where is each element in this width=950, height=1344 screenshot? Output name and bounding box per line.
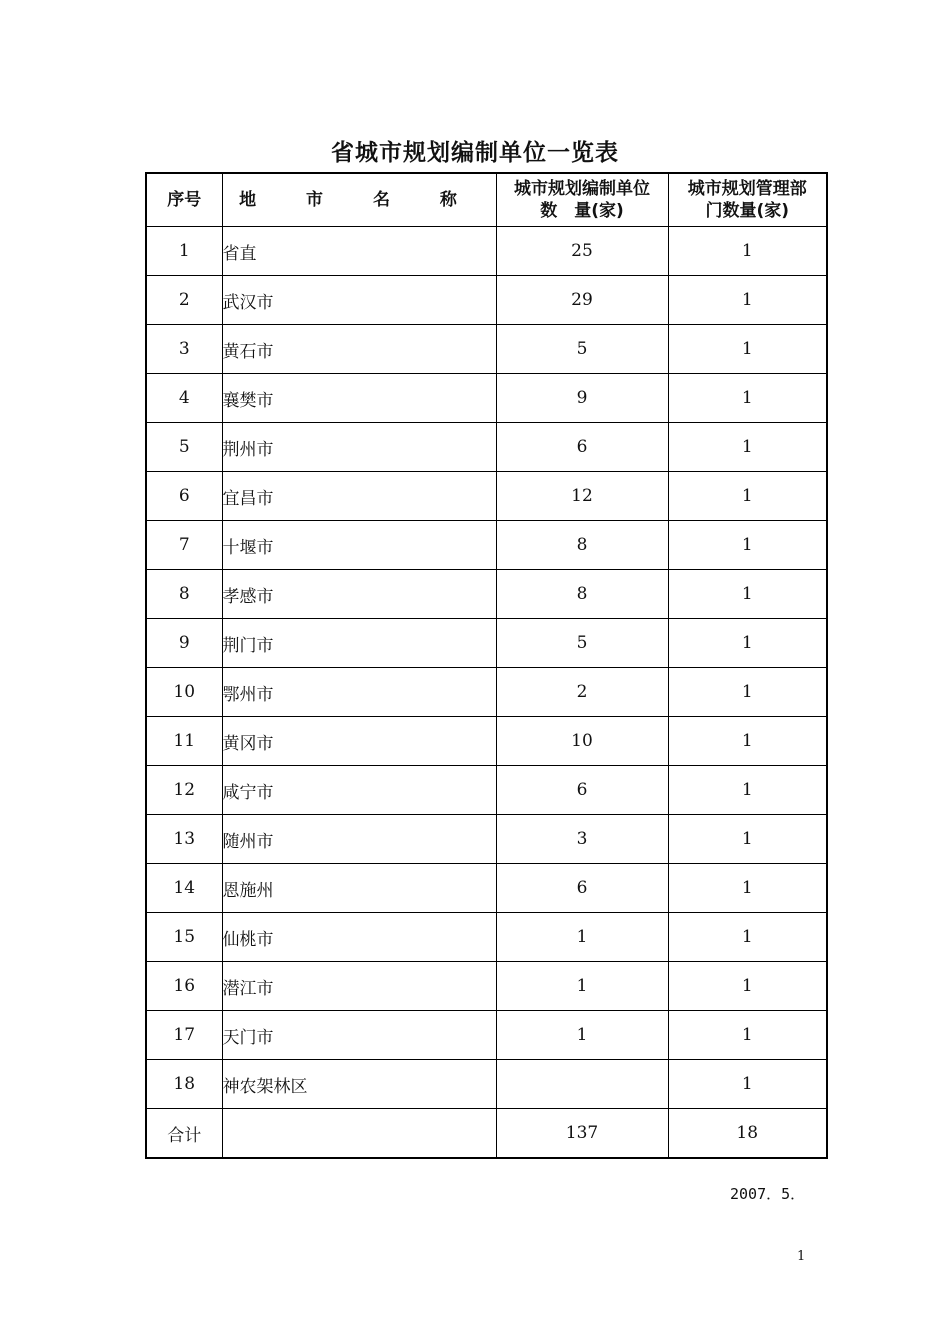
table-row	[146, 276, 827, 325]
row-planning-units: 6	[496, 423, 668, 472]
row-management-depts: 1	[668, 521, 827, 570]
row-seq: 6	[146, 472, 222, 521]
row-city-name: 神农架林区	[222, 1060, 496, 1109]
header-management-depts	[668, 173, 827, 227]
row-city-name: 荆州市	[222, 423, 496, 472]
row-planning-units: 12	[496, 472, 668, 521]
row-planning-units: 8	[496, 570, 668, 619]
page-title: 省城市规划编制单位一览表	[331, 140, 619, 166]
table-row	[146, 227, 827, 276]
row-planning-units: 5	[496, 325, 668, 374]
row-planning-units: 8	[496, 521, 668, 570]
row-city-name: 孝感市	[222, 570, 496, 619]
row-management-depts: 1	[668, 766, 827, 815]
table-row	[146, 717, 827, 766]
header-planning-units-line2: 数 量(家)	[540, 201, 624, 221]
document-date: 2007．5．	[730, 1185, 806, 1203]
row-city-name: 随州市	[222, 815, 496, 864]
row-seq: 4	[146, 374, 222, 423]
table-row	[146, 1011, 827, 1060]
table-row	[146, 619, 827, 668]
row-planning-units: 29	[496, 276, 668, 325]
table-body	[146, 227, 827, 1109]
row-seq: 11	[146, 717, 222, 766]
row-city-name: 襄樊市	[222, 374, 496, 423]
row-management-depts: 1	[668, 570, 827, 619]
row-planning-units: 2	[496, 668, 668, 717]
row-city-name: 天门市	[222, 1011, 496, 1060]
row-city-name: 省直	[222, 227, 496, 276]
row-planning-units	[496, 1060, 668, 1109]
table-row	[146, 864, 827, 913]
row-city-name: 潜江市	[222, 962, 496, 1011]
row-management-depts: 1	[668, 619, 827, 668]
row-seq: 18	[146, 1060, 222, 1109]
row-planning-units: 3	[496, 815, 668, 864]
row-management-depts: 1	[668, 668, 827, 717]
row-seq: 2	[146, 276, 222, 325]
row-management-depts: 1	[668, 913, 827, 962]
row-management-depts: 1	[668, 1011, 827, 1060]
row-city-name: 黄石市	[222, 325, 496, 374]
row-management-depts: 1	[668, 1060, 827, 1109]
total-name	[222, 1109, 496, 1159]
table-row	[146, 325, 827, 374]
row-planning-units: 25	[496, 227, 668, 276]
table-row	[146, 815, 827, 864]
row-seq: 17	[146, 1011, 222, 1060]
row-seq: 15	[146, 913, 222, 962]
row-seq: 12	[146, 766, 222, 815]
row-city-name: 咸宁市	[222, 766, 496, 815]
header-management-depts-line2: 门数量(家)	[705, 201, 790, 221]
row-city-name: 武汉市	[222, 276, 496, 325]
row-management-depts: 1	[668, 472, 827, 521]
row-city-name: 黄冈市	[222, 717, 496, 766]
row-seq: 1	[146, 227, 222, 276]
row-seq: 3	[146, 325, 222, 374]
row-city-name: 鄂州市	[222, 668, 496, 717]
table-row	[146, 1060, 827, 1109]
row-seq: 10	[146, 668, 222, 717]
row-seq: 14	[146, 864, 222, 913]
total-label: 合计	[146, 1109, 222, 1159]
row-planning-units: 1	[496, 962, 668, 1011]
row-planning-units: 1	[496, 913, 668, 962]
row-planning-units: 9	[496, 374, 668, 423]
row-city-name: 荆门市	[222, 619, 496, 668]
row-management-depts: 1	[668, 325, 827, 374]
total-units: 137	[496, 1109, 668, 1159]
header-seq: 序号	[146, 173, 222, 227]
row-planning-units: 10	[496, 717, 668, 766]
table-row	[146, 962, 827, 1011]
row-seq: 8	[146, 570, 222, 619]
row-management-depts: 1	[668, 815, 827, 864]
table-row	[146, 423, 827, 472]
header-planning-units-line1: 城市规划编制单位	[514, 179, 650, 199]
table-row	[146, 913, 827, 962]
header-city-name: 地 市 名 称	[222, 173, 496, 227]
row-management-depts: 1	[668, 864, 827, 913]
row-planning-units: 6	[496, 864, 668, 913]
row-seq: 7	[146, 521, 222, 570]
table-row	[146, 668, 827, 717]
row-management-depts: 1	[668, 423, 827, 472]
total-row	[146, 1109, 827, 1159]
row-planning-units: 6	[496, 766, 668, 815]
table-row	[146, 521, 827, 570]
header-management-depts-line1: 城市规划管理部	[687, 179, 807, 199]
planning-units-table	[145, 172, 828, 1159]
table-row	[146, 570, 827, 619]
row-management-depts: 1	[668, 717, 827, 766]
row-management-depts: 1	[668, 962, 827, 1011]
row-city-name: 宜昌市	[222, 472, 496, 521]
page-number: 1	[797, 1249, 806, 1264]
row-seq: 13	[146, 815, 222, 864]
table-header-row	[146, 173, 827, 227]
row-city-name: 仙桃市	[222, 913, 496, 962]
row-city-name: 十堰市	[222, 521, 496, 570]
row-city-name: 恩施州	[222, 864, 496, 913]
table-row	[146, 374, 827, 423]
row-seq: 5	[146, 423, 222, 472]
row-seq: 16	[146, 962, 222, 1011]
row-planning-units: 5	[496, 619, 668, 668]
row-seq: 9	[146, 619, 222, 668]
row-management-depts: 1	[668, 227, 827, 276]
total-depts: 18	[668, 1109, 827, 1159]
header-planning-units	[496, 173, 668, 227]
table-row	[146, 766, 827, 815]
row-management-depts: 1	[668, 276, 827, 325]
table-row	[146, 472, 827, 521]
row-planning-units: 1	[496, 1011, 668, 1060]
row-management-depts: 1	[668, 374, 827, 423]
